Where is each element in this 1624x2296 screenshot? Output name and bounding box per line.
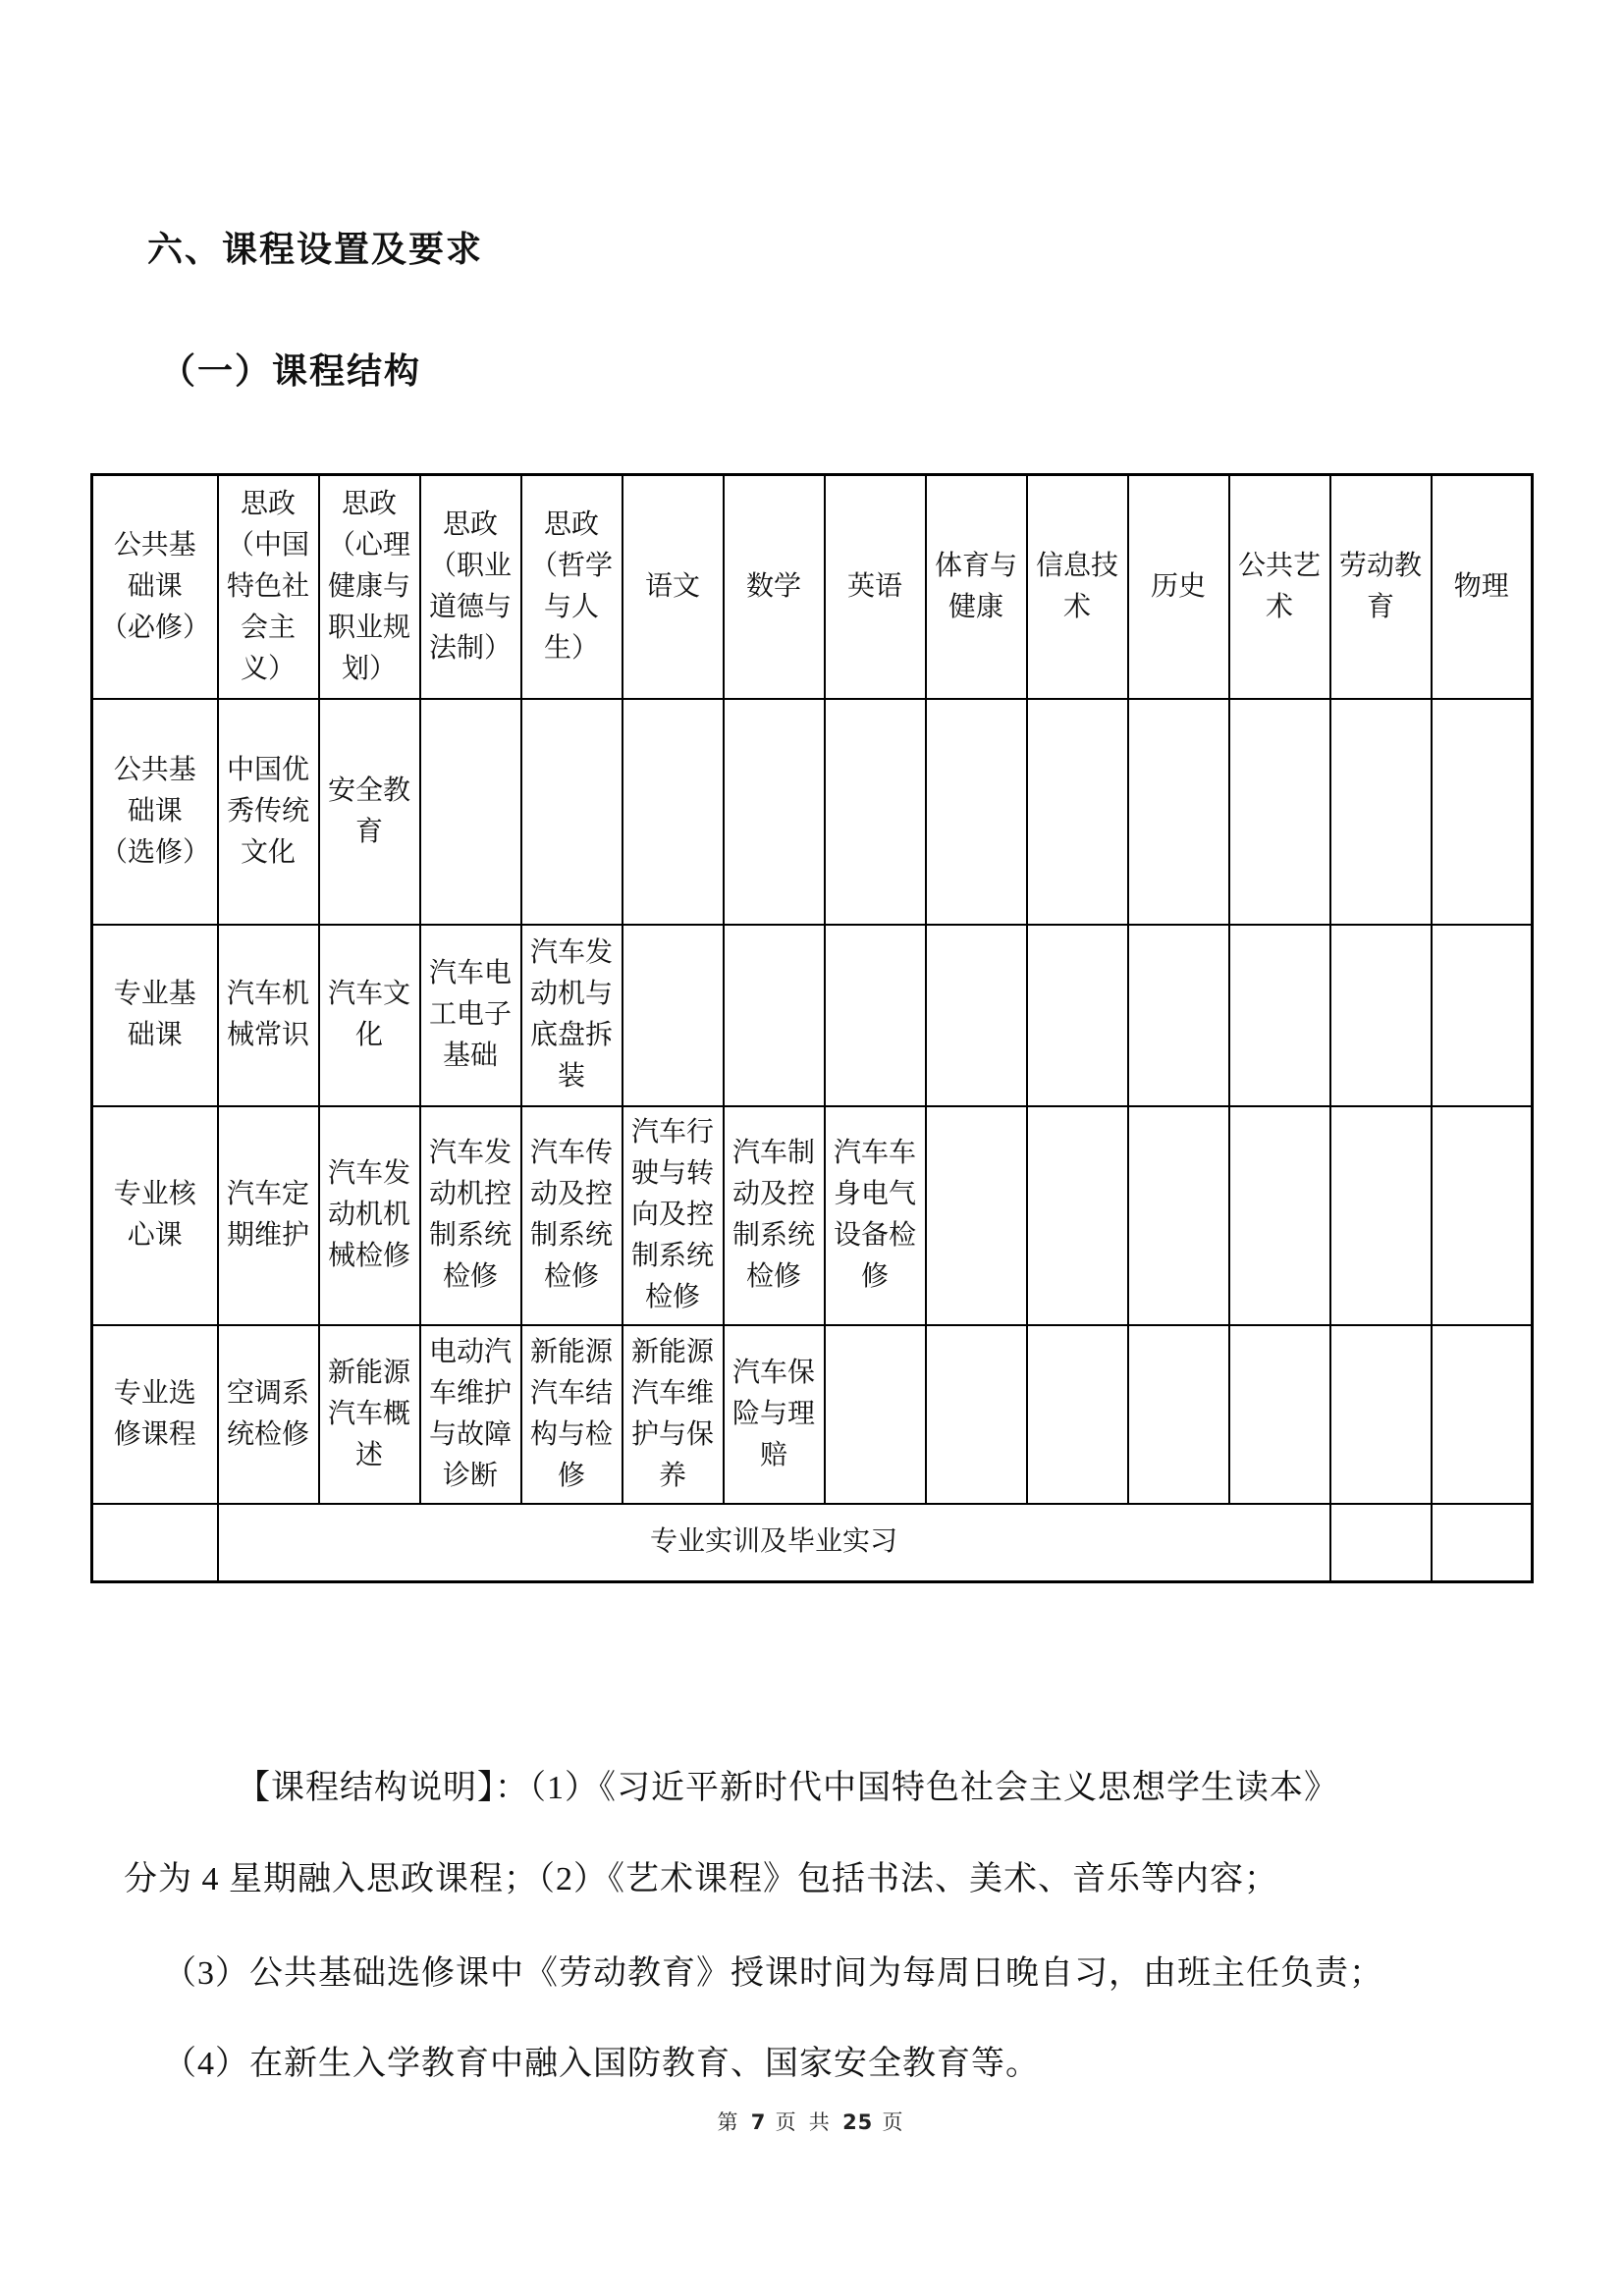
row-header-cell xyxy=(92,1504,218,1582)
table-cell xyxy=(1229,1325,1330,1504)
table-cell xyxy=(1330,1325,1432,1504)
table-cell: 中国优秀传统文化 xyxy=(218,699,319,925)
table-cell xyxy=(1432,1106,1533,1325)
table-cell xyxy=(1128,699,1229,925)
table-cell xyxy=(1027,699,1128,925)
table-cell: 信息技术 xyxy=(1027,475,1128,699)
table-cell xyxy=(1432,1504,1533,1582)
table-cell xyxy=(1128,1325,1229,1504)
subsection-heading: （一）课程结构 xyxy=(160,351,422,391)
table-cell xyxy=(1027,925,1128,1106)
table-cell xyxy=(623,699,724,925)
table-cell: 汽车定期维护 xyxy=(218,1106,319,1325)
table-cell: 汽车传动及控制系统检修 xyxy=(521,1106,623,1325)
table-row xyxy=(92,1106,1533,1325)
table-cell xyxy=(825,1325,926,1504)
table-cell: 劳动教育 xyxy=(1330,475,1432,699)
table-cell xyxy=(1432,699,1533,925)
table-cell: 汽车文化 xyxy=(319,925,420,1106)
table-cell xyxy=(1330,925,1432,1106)
table-cell: 历史 xyxy=(1128,475,1229,699)
table-cell xyxy=(1330,1106,1432,1325)
table-cell: 思政（心理健康与职业规划） xyxy=(319,475,420,699)
table-cell xyxy=(1330,1504,1432,1582)
table-cell: 汽车制动及控制系统检修 xyxy=(724,1106,825,1325)
table-cell xyxy=(521,699,623,925)
table-cell xyxy=(926,699,1027,925)
table-cell xyxy=(926,1325,1027,1504)
table-cell xyxy=(1128,925,1229,1106)
page-number: 7 xyxy=(750,2110,767,2134)
table-cell: 新能源汽车概述 xyxy=(319,1325,420,1504)
page-footer xyxy=(0,2107,1624,2136)
table-cell: 思政（哲学与人生） xyxy=(521,475,623,699)
note-line-3: （3）公共基础选修课中《劳动教育》授课时间为每周日晚自习，由班主任负责； xyxy=(163,1955,1383,1992)
row-header-cell: 专业核心课 xyxy=(92,1106,218,1325)
table-cell: 新能源汽车结构与检修 xyxy=(521,1325,623,1504)
table-cell xyxy=(1229,699,1330,925)
table-cell xyxy=(1229,1106,1330,1325)
table-cell: 体育与健康 xyxy=(926,475,1027,699)
table-cell xyxy=(1432,925,1533,1106)
table-cell xyxy=(1128,1106,1229,1325)
note-line-1: 【课程结构说明】：（1）《习近平新时代中国特色社会主义思想学生读本》 xyxy=(237,1770,1338,1806)
footer-label-middle: 页 共 xyxy=(775,2110,834,2134)
section-heading: 六、课程设置及要求 xyxy=(147,230,484,269)
table-cell: 安全教育 xyxy=(319,699,420,925)
table-cell xyxy=(825,699,926,925)
table-cell: 汽车电工电子基础 xyxy=(420,925,521,1106)
table-cell xyxy=(1229,925,1330,1106)
table-cell xyxy=(724,925,825,1106)
table-cell: 语文 xyxy=(623,475,724,699)
row-header-cell: 专业基础课 xyxy=(92,925,218,1106)
table-cell: 思政（中国特色社会主义） xyxy=(218,475,319,699)
table-row xyxy=(92,1325,1533,1504)
table-cell xyxy=(1432,1325,1533,1504)
course-structure-table xyxy=(90,473,1534,1583)
row-header-cell: 公共基础课（必修） xyxy=(92,475,218,699)
table-cell: 物理 xyxy=(1432,475,1533,699)
table-row xyxy=(92,699,1533,925)
total-pages: 25 xyxy=(842,2110,874,2134)
table-cell xyxy=(926,925,1027,1106)
table-cell: 英语 xyxy=(825,475,926,699)
table-cell xyxy=(1027,1106,1128,1325)
note-line-2: 分为 4 星期融入思政课程；（2）《艺术课程》包括书法、美术、音乐等内容； xyxy=(124,1861,1278,1897)
table-cell: 汽车行驶与转向及控制系统检修 xyxy=(623,1106,724,1325)
table-cell: 数学 xyxy=(724,475,825,699)
table-cell: 公共艺术 xyxy=(1229,475,1330,699)
table-cell: 思政（职业道德与法制） xyxy=(420,475,521,699)
note-line-4: （4）在新生入学教育中融入国防教育、国家安全教育等。 xyxy=(163,2046,1040,2082)
table-cell: 汽车发动机控制系统检修 xyxy=(420,1106,521,1325)
table-cell: 电动汽车维护与故障诊断 xyxy=(420,1325,521,1504)
table-cell xyxy=(420,699,521,925)
footer-label-prefix: 第 xyxy=(717,2110,742,2134)
table-cell xyxy=(724,699,825,925)
footer-label-suffix: 页 xyxy=(882,2110,907,2134)
table-cell xyxy=(1330,699,1432,925)
table-row xyxy=(92,925,1533,1106)
table-cell: 汽车发动机机械检修 xyxy=(319,1106,420,1325)
table-cell: 空调系统检修 xyxy=(218,1325,319,1504)
table-cell xyxy=(926,1106,1027,1325)
table-cell xyxy=(825,925,926,1106)
table-cell: 新能源汽车维护与保养 xyxy=(623,1325,724,1504)
table-cell xyxy=(623,925,724,1106)
merged-internship-cell: 专业实训及毕业实习 xyxy=(218,1504,1330,1582)
table-cell xyxy=(1027,1325,1128,1504)
table-cell: 汽车机械常识 xyxy=(218,925,319,1106)
table-cell: 汽车保险与理赔 xyxy=(724,1325,825,1504)
table-cell: 汽车车身电气设备检修 xyxy=(825,1106,926,1325)
row-header-cell: 专业选修课程 xyxy=(92,1325,218,1504)
table-row xyxy=(92,1504,1533,1582)
table-cell: 汽车发动机与底盘拆装 xyxy=(521,925,623,1106)
row-header-cell: 公共基础课（选修） xyxy=(92,699,218,925)
table-row xyxy=(92,475,1533,699)
